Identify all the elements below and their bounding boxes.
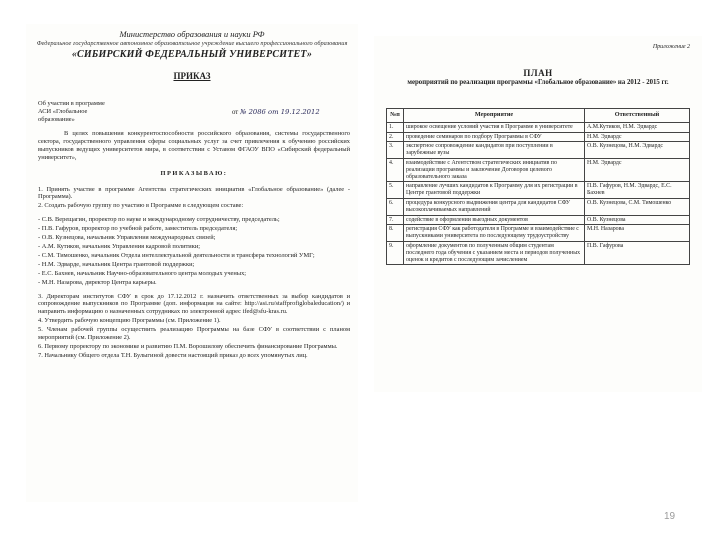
row-activity: содействие в оформлении выездных документов — [404, 215, 585, 225]
order-item: - О.В. Кузнецова, начальник Управления международных связей; — [38, 234, 216, 242]
order-item: 6. Первому проректору по экономике и развитию П.М. Ворошилову обеспечить финансирование Программы. — [38, 342, 338, 350]
row-responsible: Н.М. Эдвардс — [585, 158, 690, 181]
table-header-row — [387, 109, 690, 123]
order-subject-line2: АСИ «Глобальное образование» — [38, 108, 88, 123]
row-activity: процедура конкурсного выдвижения центра для кандидатов СФУ высокоплачиваемых направлений — [404, 198, 585, 215]
row-responsible: П.В. Гафурова — [585, 241, 690, 264]
order-item: - С.В. Верещагин, проректор по науке и международному сотрудничеству, председатель; — [38, 216, 280, 224]
order-item: - М.Н. Назарова, директор Центра карьеры. — [38, 278, 157, 286]
university-name: «СИБИРСКИЙ ФЕДЕРАЛЬНЫЙ УНИВЕРСИТЕТ» — [71, 49, 313, 60]
table-row — [387, 241, 690, 264]
order-preamble: В целях повышения конкурентоспособности российского образования, системы государственного сектора, государственного управления сферы социальных услуг за счет привлечения к обучению российских выпускников ведущих университетов мира, в соответствии с Уставом ФГАОУ ВПО «Сибирский федеральный университет», — [38, 130, 350, 161]
order-item: 7. Начальнику Общего отдела Т.Н. Булыгиной довести настоящий приказ до всех упомянутых лиц. — [38, 351, 308, 359]
ministry-line: Министерство образования и науки РФ — [119, 29, 265, 39]
row-number: 3. — [387, 142, 404, 159]
row-activity: экспертное сопровождение кандидатов при поступлении в зарубежные вузы — [404, 142, 585, 159]
plan-table — [386, 108, 690, 265]
row-responsible: П.В. Гафуров, Н.М. Эдвардс, Е.С. Бахнев — [585, 182, 690, 199]
order-subject-line1: Об участии в программе — [38, 100, 105, 107]
row-responsible: А.М.Кутиков, Н.М. Эдвардс — [585, 122, 690, 132]
order-item: 1. Принять участие в программе Агентства стратегических инициатив «Глобальное образование» (далее - Программа). — [38, 185, 350, 201]
order-item: 3. Директорам институтов СФУ в срок до 17.12.2012 г. назначить ответственных за выбор кандидатов и сопровождение выпускников по Программе (доп. информация на сайте: http://asi.ru/staffprofiglobaleducation/) и направить информацию о назначенных сотрудниках по электронной адрес ifed@sfu-kras.ru. — [38, 292, 350, 316]
order-document — [26, 24, 358, 502]
order-body — [38, 130, 350, 361]
column-header-responsible: Ответственный — [585, 109, 690, 123]
column-header-number: №п — [387, 109, 404, 123]
row-activity: регистрация СФУ как работодателя в Программе и взаимодействие с выпускниками университета по последующему трудоустройству — [404, 225, 585, 242]
row-responsible: О.В. Кузнецова, С.М. Тимошенко — [585, 198, 690, 215]
row-number: 2. — [387, 132, 404, 142]
table-row — [387, 198, 690, 215]
row-activity: проведение семинаров по подбору Программы в СФУ — [404, 132, 585, 142]
order-title: ПРИКАЗ — [173, 70, 211, 81]
row-activity: оформление документов по полученным общим студентам последнего года обучения с указанием места и периодов полученных оценок и кредитов с последующим зачислением — [404, 241, 585, 264]
order-item: 2. Создать рабочую группу по участию в Программе в следующем составе: — [38, 202, 244, 210]
order-item: 4. Утвердить рабочую концепцию Программы (см. Приложение 1). — [38, 317, 221, 325]
row-activity: взаимодействие с Агентством стратегических инициатив по реализации программы и заключение Договоров целевого образовательного заказа — [404, 158, 585, 181]
row-activity: направление лучших кандидатов к Программу для их регистрации в Центре грантовой поддержки — [404, 182, 585, 199]
table-row — [387, 122, 690, 132]
row-activity: широкое освещение условий участия в Программе в университете — [404, 122, 585, 132]
order-header — [26, 30, 358, 81]
row-number: 6. — [387, 198, 404, 215]
order-subject — [38, 100, 118, 124]
row-responsible: М.Н. Назарова — [585, 225, 690, 242]
order-number-value: № 2086 от 19.12.2012 — [239, 108, 320, 116]
plan-document — [374, 36, 702, 392]
row-number: 1. — [387, 122, 404, 132]
order-item: - С.М. Тимошенко, начальник Отдела интеллектуальной деятельности и трансфера технологий УМГ; — [38, 251, 315, 259]
table-row — [387, 142, 690, 159]
order-item: - П.В. Гафуров, проректор по учебной работе, заместитель председателя; — [38, 225, 238, 233]
row-responsible: О.В. Кузнецова — [585, 215, 690, 225]
table-row — [387, 215, 690, 225]
order-item: - Е.С. Бахнев, начальник Научно-образовательного центра молодых ученых; — [38, 269, 247, 277]
row-number: 7. — [387, 215, 404, 225]
row-number: 8. — [387, 225, 404, 242]
page-number: 19 — [664, 511, 676, 522]
table-row — [387, 225, 690, 242]
table-row — [387, 132, 690, 142]
appendix-label: Приложение 2 — [652, 44, 690, 50]
row-number: 5. — [387, 182, 404, 199]
order-item: 5. Членам рабочей группы осуществить реализацию Программы на базе СФУ в соответствии с планом мероприятий (см. Приложение 2). — [38, 326, 350, 342]
table-row — [387, 182, 690, 199]
plan-subtitle: мероприятий по реализации программы «Глобальное образование» на 2012 - 2015 гг. — [407, 79, 669, 86]
row-number: 4. — [387, 158, 404, 181]
row-responsible: О.В. Кузнецова, Н.М. Эдвардс — [585, 142, 690, 159]
order-number-prefix: от — [232, 109, 239, 116]
institution-type-line: Федеральное государственное автономное образовательное учреждение высшего профессионального образования — [36, 39, 348, 47]
column-header-activity: Мероприятие — [404, 109, 585, 123]
order-item: - А.М. Кутиков, начальник Управления кадровой политики; — [38, 242, 201, 250]
order-item: - Н.М. Эдварде, начальник Центра грантовой поддержки; — [38, 260, 195, 268]
row-number: 9. — [387, 241, 404, 264]
plan-title: ПЛАН — [523, 68, 553, 78]
plan-title-block — [374, 68, 702, 87]
table-row — [387, 158, 690, 181]
order-number — [232, 108, 320, 117]
row-responsible: Н.М. Эдвардс — [585, 132, 690, 142]
order-command: ПРИКАЗЫВАЮ: — [160, 169, 228, 177]
